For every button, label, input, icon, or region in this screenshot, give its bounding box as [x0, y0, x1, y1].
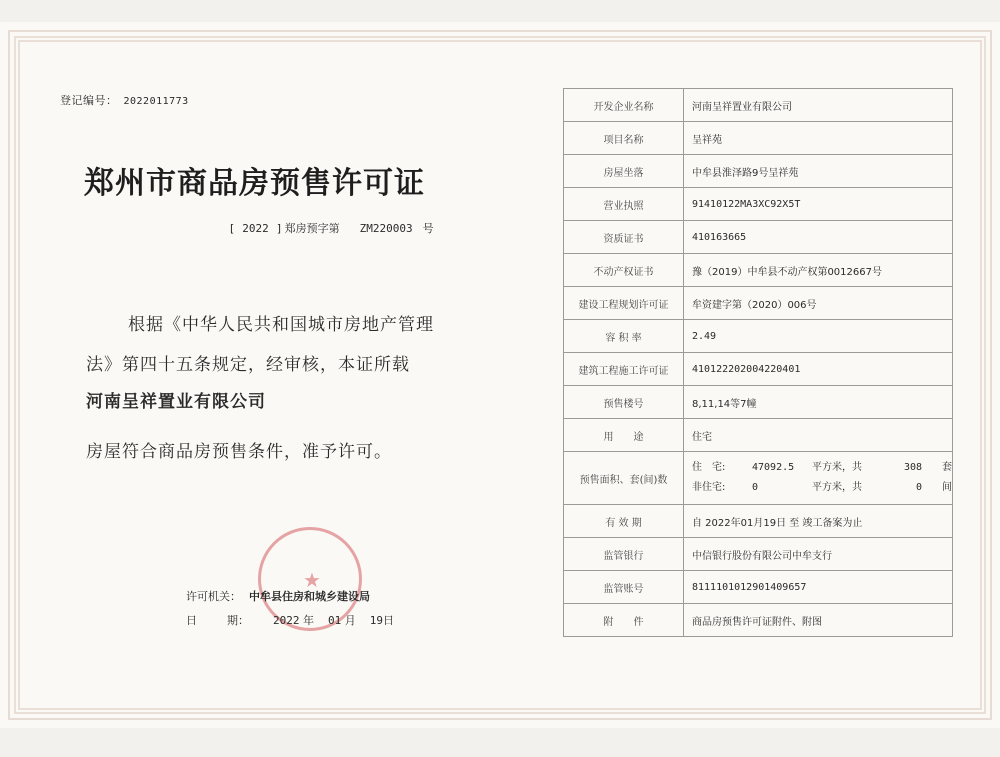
permit-bracket-right: ]: [276, 222, 282, 235]
body-company: 河南呈祥置业有限公司: [86, 392, 266, 412]
date-day-unit: 日: [383, 614, 394, 627]
row-value: 中牟县淮泽路9号呈祥苑: [684, 155, 953, 188]
table-row: [564, 89, 953, 122]
permit-year: 2022: [242, 222, 269, 235]
row-key: 资质证书: [564, 221, 684, 254]
row-key: 容 积 率: [564, 320, 684, 353]
residential-label: 住 宅:: [692, 462, 726, 473]
row-value: 自 2022年01月19日 至 竣工备案为止: [684, 505, 953, 538]
row-key: 预售面积、套(间)数: [564, 452, 684, 505]
row-key: 有 效 期: [564, 505, 684, 538]
table-row: [564, 122, 953, 155]
row-key: 用 途: [564, 419, 684, 452]
table-row: [564, 571, 953, 604]
row-key: 建筑工程施工许可证: [564, 353, 684, 386]
seal-star-icon: ★: [303, 568, 321, 592]
registration-value: 2022011773: [123, 96, 189, 107]
date-label-2: 期：: [227, 614, 249, 627]
date-label-1: 日: [186, 614, 197, 627]
date-year-unit: 年: [303, 614, 314, 627]
row-value: 住宅: [684, 419, 953, 452]
row-value: 8,11,14等7幢: [684, 386, 953, 419]
area-non-residential: [692, 478, 952, 498]
row-key: 建设工程规划许可证: [564, 287, 684, 320]
table-row: [564, 155, 953, 188]
date-day: 19: [369, 614, 383, 627]
table-row: [564, 419, 953, 452]
table-row: [564, 353, 953, 386]
nonres-area: 0: [752, 482, 759, 493]
row-value: 商品房预售许可证附件、附图: [684, 604, 953, 637]
permit-prefix: 郑房预字第: [284, 222, 340, 235]
date-year: 2022: [273, 614, 300, 627]
certificate-title: 郑州市商品房预售许可证: [84, 166, 425, 201]
row-key: 项目名称: [564, 122, 684, 155]
permit-number-value: ZM220003: [359, 222, 413, 235]
table-row: [564, 188, 953, 221]
nonres-count-unit: 间: [942, 482, 952, 493]
row-key: 预售楼号: [564, 386, 684, 419]
row-key: 附 件: [564, 604, 684, 637]
table-row: [564, 505, 953, 538]
table-row: [564, 287, 953, 320]
table-row: [564, 604, 953, 637]
body-line-4: 房屋符合商品房预售条件，准予许可。: [86, 442, 392, 462]
row-value: 91410122MA3XC92X5T: [684, 188, 953, 221]
table-row: [564, 221, 953, 254]
permit-number: [230, 220, 434, 236]
row-key: 监管银行: [564, 538, 684, 571]
row-key: 房屋坐落: [564, 155, 684, 188]
area-residential: [692, 458, 952, 478]
residential-area: 47092.5: [752, 462, 795, 473]
row-value: 牟资建字第（2020）006号: [684, 287, 953, 320]
permit-suffix: 号: [422, 222, 434, 235]
table-row: [564, 320, 953, 353]
row-value: 2.49: [684, 320, 953, 353]
permit-bracket-left: [: [230, 222, 235, 235]
issuer-value: 中牟县住房和城乡建设局: [249, 590, 370, 603]
row-key: 监管账号: [564, 571, 684, 604]
row-value: 豫（2019）中牟县不动产权第0012667号: [684, 254, 953, 287]
table-row: [564, 254, 953, 287]
body-line-2: 法》第四十五条规定，经审核，本证所载: [86, 355, 410, 375]
residential-count: 308: [903, 462, 922, 473]
row-value-area: [684, 452, 953, 505]
nonres-count: 0: [915, 482, 922, 493]
row-value: 中信银行股份有限公司中牟支行: [684, 538, 953, 571]
table-row: [564, 538, 953, 571]
row-value: 河南呈祥置业有限公司: [684, 89, 953, 122]
row-key: 不动产权证书: [564, 254, 684, 287]
issuing-authority: [186, 588, 370, 604]
residential-unit: 平方米，共: [812, 462, 862, 473]
date-month: 01: [328, 614, 342, 627]
issuer-label: 许可机关：: [186, 590, 241, 603]
body-line-1: 根据《中华人民共和国城市房地产管理: [128, 315, 434, 335]
row-key: 营业执照: [564, 188, 684, 221]
row-value: 410122202004220401: [684, 353, 953, 386]
residential-count-unit: 套: [942, 462, 952, 473]
nonres-label: 非住宅:: [692, 482, 726, 493]
registration-label: 登记编号：: [60, 94, 118, 107]
nonres-unit: 平方米，共: [812, 482, 862, 493]
date-month-unit: 月: [344, 614, 356, 627]
row-key: 开发企业名称: [564, 89, 684, 122]
details-table: [563, 88, 953, 637]
row-value: 410163665: [684, 221, 953, 254]
row-value: 呈祥苑: [684, 122, 953, 155]
row-value: 8111101012901409657: [684, 571, 953, 604]
registration-number: [60, 92, 189, 108]
table-row: [564, 386, 953, 419]
table-row-area: [564, 452, 953, 505]
issue-date: [186, 612, 394, 628]
